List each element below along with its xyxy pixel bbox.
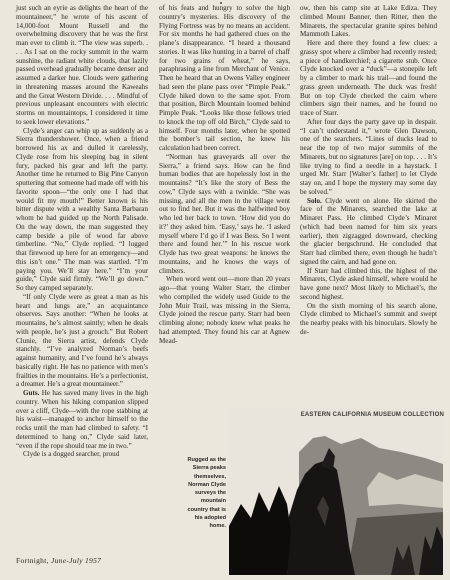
- article-paragraph: Solo. Clyde went on alone. He skirted the face of the Minarets, searched the lake at Minaret Pass. He climbed Clyde’s Minaret (which had been named for him six years earlier), then zigzagged downward, checking the glacier bergschrund. He concluded that Starr had climbed there, even though he hadn’t signed the cairn, and had gone on.: [300, 196, 437, 266]
- page-footer: [16, 556, 101, 565]
- article-paragraph: On the sixth morning of his search alone, Clyde climbed to Michael’s summit and swept the nearby peaks with his binoculars. Slowly he de-: [300, 301, 437, 336]
- article-paragraph: “Norman has graveyards all over the Sierra,” a friend says. How can he find human bodies that are hopelessly lost in the mountains? “It’s like the story of Bess the cow,” Clyde says with a twinkle. “She was missing, and all the men in the village went out to find her. But it was the halfwitted boy who led her back to town. ‘How did you do it?’ they asked him. ‘Easy,’ says he. ‘I asked myself where I’d go if I was Bess. So I went there and found her.’” In his rescue work Clyde has two great weapons: he knows the mountains, and he knows the ways of climbers.: [159, 152, 290, 275]
- article-paragraph: Clyde is a dogged searcher, proud: [23, 450, 120, 459]
- article-paragraph: ow, then his camp site at Lake Ediza. They climbed Mount Banner, then Ritter, then the Minarets, the spectacular granite spires behind Mammoth Lakes.: [300, 4, 437, 39]
- article-paragraph: Clyde’s anger can whip up as suddenly as a Sierra thundershower. Once, when a friend borrowed his ax and dulled it carelessly, Clyde rose from his sleeping bag in silent fury, packed his gear and left the party. Another time he returned to Big Pine Canyon sputtering that someone had made off with his favorite spoon—“the only one I had that would fit my mouth!” Better known is his bitter dispute with a wealthy Santa Barbaran whom he had guided up the North Palisade. On the way down, the man suggested they camp beside a pile of wood far above timberline. “No,” Clyde replied. “I lugged that firewood up here for an emergency—and this isn’t one.” The man was startled. “I’m paying you. We’ll stay here.” “I’m your guide,” Clyde said firmly. “We’ll go down.” So they camped separately.: [16, 126, 148, 292]
- article-paragraph: “If only Clyde were as great a man as his heart and lungs are,” an acquaintance observes. Says another: “When he looks at mountains, he’s almost saintly; when he deals with people, he’s just a grouch.” But Robert Clunie, the Sierra artist, defends Clyde stanchly. “I’ve analyzed Norman’s beefs against humanity, and I’ve found he’s always basically right. He has no patience with men’s frailties in the mountains. He’s a perfectionist, a dreamer. He’s a great mountaineer.”: [16, 292, 148, 389]
- mountain-scene-image: [229, 408, 443, 575]
- text-column-1: [16, 4, 148, 459]
- article-paragraph: Guts. He has saved many lives in the high country. When his hiking companion slipped over a cliff, Clyde—with the rope stabbing at his waist—managed to anchor himself to the rocks until the man had climbed to safety. “I determined to hang on,” Clyde said later, “even if the rope should tear me in two.”: [16, 389, 148, 450]
- magazine-name: Fortnight,: [16, 556, 49, 565]
- article-paragraph: Here and there they found a few clues: a grassy spot where a climber had recently rested; a piece of handkerchief; a cigarette stub. Once Clyde knocked over a “duck”—a stonepile left by a climber to mark his trail—and found the grass green underneath. The duck was fresh! But on top Clyde checked the cairn where climbers sign their names, and he found no trace of Starr.: [300, 39, 437, 117]
- article-paragraph: When word went out—more than 20 years ago—that young Walter Starr, the climber who compiled the widely used Guide to the John Muir Trail, was missing in the Sierra, Clyde joined the rescue party. Starr had been climbing alone; nobody knew what peaks he had attempted. They found his car at Agnew Mead-: [159, 275, 290, 345]
- article-paragraph: just such an eyrie as delights the heart of the mountaineer,” he wrote of his ascent of 14,000-foot Mount Russell and the overwhelming discovery that he was the first man ever to climb it. “The view was superb. . . . As I sat on the rocky summit in the warm sunshine, the radiant white clouds, that lazily passed overhead gradually became denser and assumed a darker hue. Clouds were gathering in threatening masses around the Kaweahs and the Great Western Divide. . . . Mindful of previous unpleasant encounters with electric storms on mountaintops, I considered it time to seek lower elevations.”: [16, 4, 148, 126]
- photo-caption: Rugged as the Sierra peaks themselves, Norman Clyde surveys the mountain country that is his adopted home.: [187, 457, 226, 530]
- text-column-3: [300, 4, 437, 337]
- article-paragraph: of his feats and hungry to solve the high country’s mysteries. His discovery of the Flying Fortress was by no means an accident. For six months he had gathered clues on the plane’s disappearance. “I heard a thousand stories. It was like hunting in a barrel of chaff for two grains of wheat,” he says, paraphrasing a line from Merchant of Venice. Then he heard that an Owens Valley engineer had seen the plane pass over “Pimple Peak.” Clyde hiked down to the same spot. From that position, Birch Mountain loomed behind Pimple Peak. “Looks like those fellows tried to knock the top off old Birch,” Clyde said to himself. Four months later, when he spotted the bomber’s tail section, he knew his calculation had been correct.: [159, 4, 290, 152]
- photo-credit: EASTERN CALIFORNIA MUSEUM COLLECTION: [300, 412, 444, 418]
- article-paragraph: After four days the party gave up in despair. “I can’t understand it,” wrote Glen Dawson, one of the searchers. “Lines of ducks lead to near the top of two major summits of the Minarets, but no signatures [are] on top. . . . It’s like trying to find a needle in a haystack. I urged Mr. Starr [Walter’s father] to let Clyde stay on, and I hope the mystery may some day be solved.”: [300, 117, 437, 196]
- article-paragraph: If Starr had climbed this, the highest of the Minarets, Clyde asked himself, where would he have gone next? Most likely to Michael’s, the second highest.: [300, 266, 437, 301]
- text-column-2: [159, 4, 290, 345]
- norman-clyde-photo: [229, 408, 443, 575]
- issue-date: June-July 1957: [50, 556, 102, 565]
